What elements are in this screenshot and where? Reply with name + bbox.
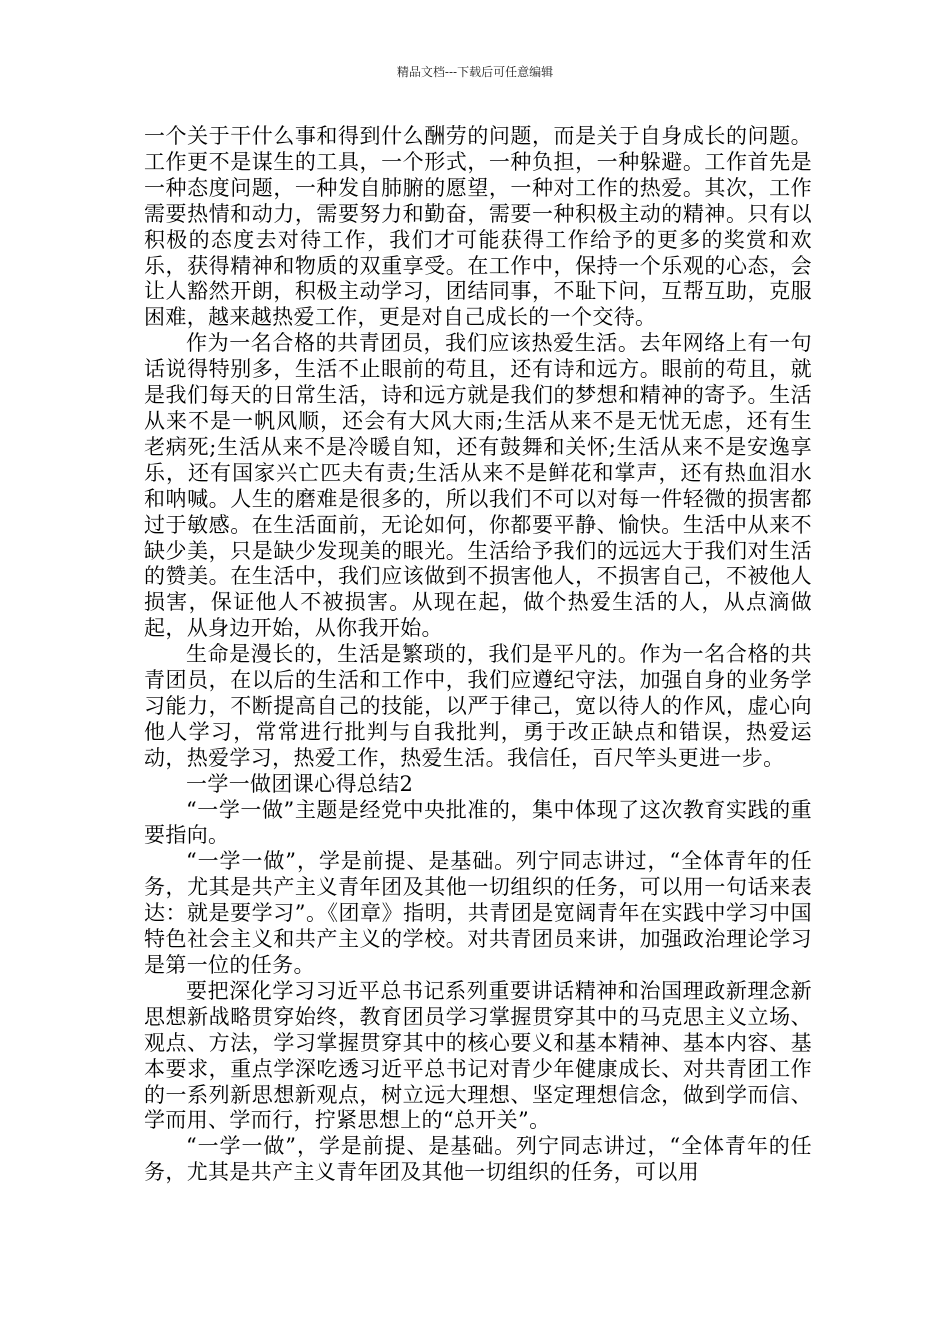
paragraph-study-repeat: “一学一做”，学是前提、是基础。列宁同志讲过，“全体青年的任务，尤其是共产主义青年团及其他一切组织的任务，可以用	[144, 1134, 812, 1185]
paragraph-love-life: 作为一名合格的共青团员，我们应该热爱生活。去年网络上有一句话说得特别多，生活不止眼前的苟且，还有诗和远方。眼前的苟且，就是我们每天的日常生活，诗和远方就是我们的梦想和精神的寄予。生活从来不是一帆风顺，还会有大风大雨;生活从来不是无忧无虑，还有生老病死;生活从来不是冷暖自知，还有鼓舞和关怀;生活从来不是安逸享乐，还有国家兴亡匹夫有责;生活从来不是鲜花和掌声，还有热血泪水和呐喊。人生的磨难是很多的，所以我们不可以对每一件轻微的损害都过于敏感。在生活面前，无论如何，你都要平静、愉快。生活中从来不缺少美，只是缺少发现美的眼光。生活给予我们的远远大于我们对生活的赞美。在生活中，我们应该做到不损害他人，不损害自己，不被他人损害，保证他人不被损害。从现在起，做个热爱生活的人，从点滴做起，从身边开始，从你我开始。	[144, 331, 812, 641]
paragraph-theme: “一学一做”主题是经党中央批准的，集中体现了这次教育实践的重要指向。	[144, 797, 812, 848]
paragraph-study-first: “一学一做”，学是前提、是基础。列宁同志讲过，“全体青年的任务，尤其是共产主义青年团及其他一切组织的任务，可以用一句话来表达：就是要学习”。《团章》指明，共青团是宽阔青年在实践中学习中国特色社会主义和共产主义的学校。对共青团员来讲，加强政治理论学习是第一位的任务。	[144, 849, 812, 977]
paragraph-deepen-study: 要把深化学习习近平总书记系列重要讲话精神和治国理政新理念新思想新战略贯穿始终，教育团员学习掌握贯穿其中的马克思主义立场、观点、方法，学习掌握贯穿其中的核心要义和基本精神、基本内容、基本要求，重点学深吃透习近平总书记对青少年健康成长、对共青团工作的一系列新思想新观点，树立远大理想、坚定理想信念，做到学而信、学而用、学而行，拧紧思想上的“总开关”。	[144, 978, 812, 1133]
section-heading: 一学一做团课心得总结2	[186, 771, 414, 796]
page-header: 精品文档---下载后可任意编辑	[396, 65, 554, 79]
paragraph-conclusion: 生命是漫长的，生活是繁琐的，我们是平凡的。作为一名合格的共青团员，在以后的生活和工作中，我们应遵纪守法，加强自身的业务学习能力，不断提高自己的技能，以严于律己，宽以待人的作风，虚心向他人学习，常常进行批判与自我批判，勇于改正缺点和错误，热爱运动，热爱学习，热爱工作，热爱生活。我信任，百尺竿头更进一步。	[144, 642, 812, 770]
document-body	[144, 124, 812, 1186]
paragraph-work-attitude: 一个关于干什么事和得到什么酬劳的问题，而是关于自身成长的问题。工作更不是谋生的工具，一个形式，一种负担，一种躲避。工作首先是一种态度问题，一种发自肺腑的愿望，一种对工作的热爱。其次，工作需要热情和动力，需要努力和勤奋，需要一种积极主动的精神。只有以积极的态度去对待工作，我们才可能获得工作给予的更多的奖赏和欢乐，获得精神和物质的双重享受。在工作中，保持一个乐观的心态，会让人豁然开朗，积极主动学习，团结同事，不耻下问，互帮互助，克服困难，越来越热爱工作，更是对自己成长的一个交待。	[144, 124, 812, 330]
